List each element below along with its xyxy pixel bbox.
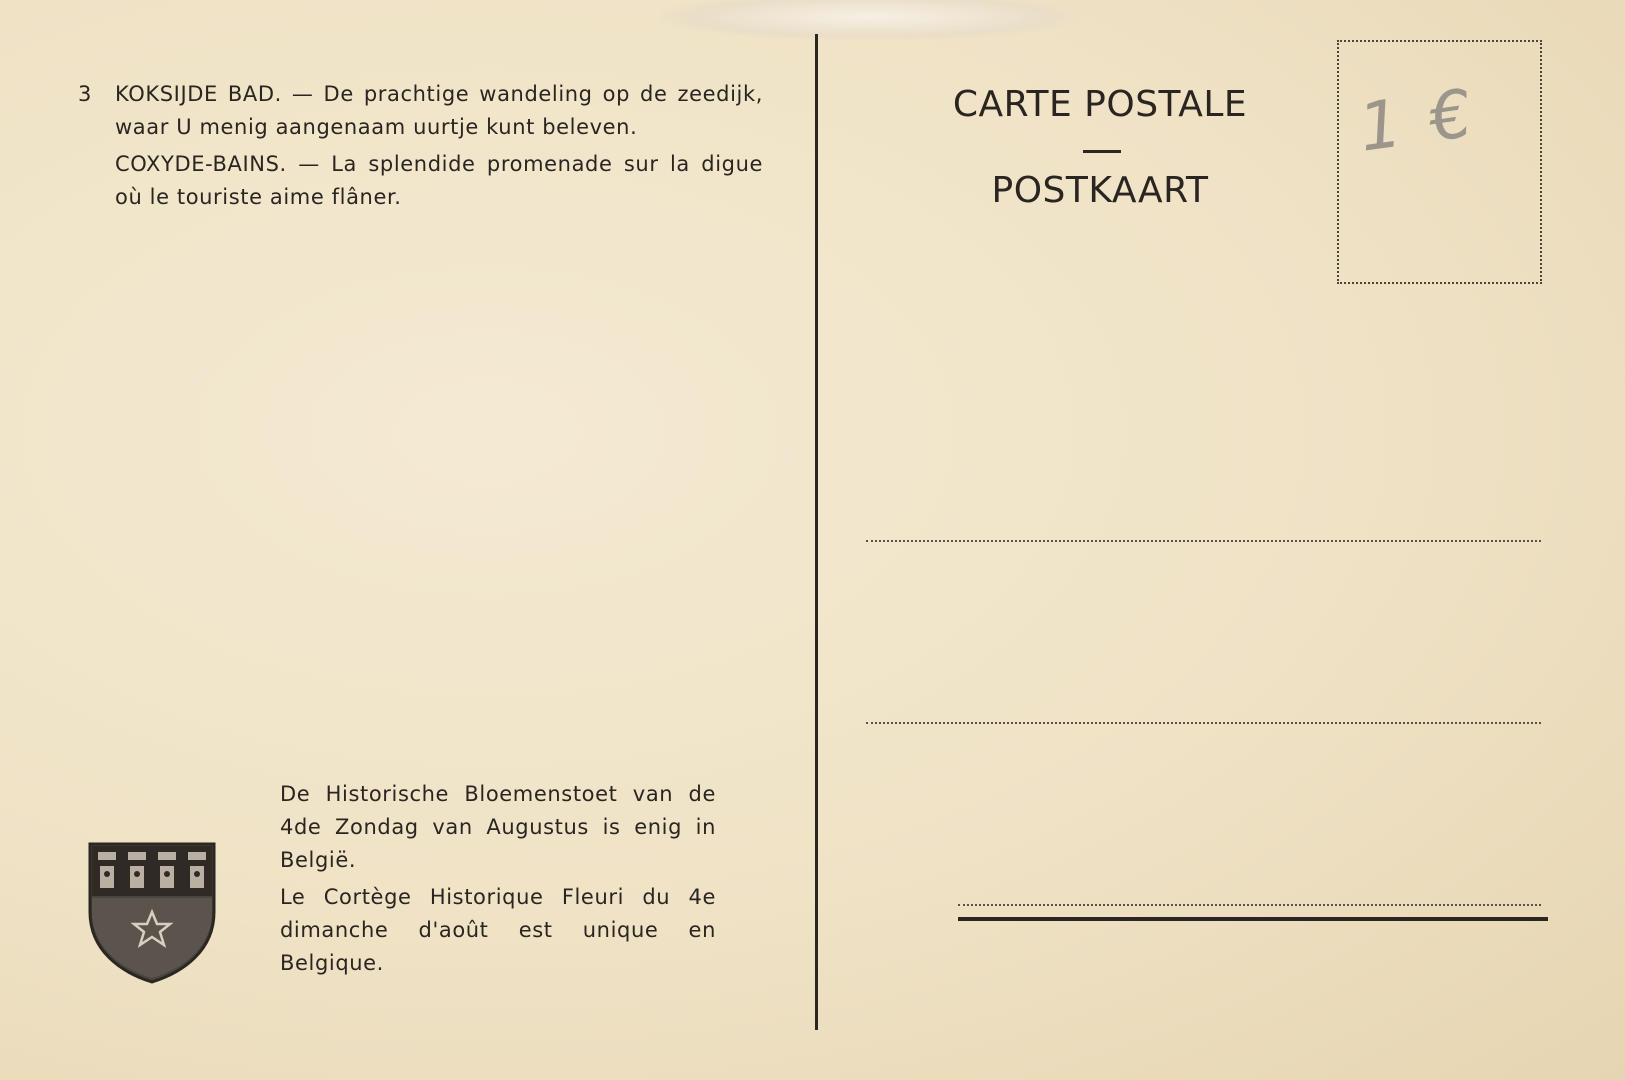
vertical-divider [815, 34, 818, 1030]
address-line-1 [866, 540, 1541, 542]
address-underline [958, 917, 1548, 921]
coat-of-arms-icon [88, 842, 216, 984]
handwritten-price: 1 € [1354, 74, 1481, 167]
title-carte-postale: CARTE POSTALE [952, 84, 1248, 125]
torn-paper-mark [660, 0, 1080, 40]
info-dutch: De Historische Bloemenstoet van de 4de Zondag van Augustus is enig in België. [280, 782, 716, 872]
title-separator [1083, 150, 1121, 153]
caption-number: 3 [78, 82, 92, 106]
caption-dutch: KOKSIJDE BAD. — De prachtige wandeling op de zeedijk, waar U menig aangenaam uurtje kunt beleven. [115, 82, 763, 139]
info-french: Le Cortège Historique Fleuri du 4e dimanche d'août est unique en Belgique. [280, 885, 716, 975]
caption-block [78, 78, 763, 218]
stamp-box [1337, 40, 1542, 284]
caption-french: COXYDE-BAINS. — La splendide promenade sur la digue où le touriste aime flâner. [115, 152, 763, 209]
title-postkaart: POSTKAART [991, 170, 1209, 211]
info-block [280, 778, 716, 984]
address-line-2 [866, 722, 1541, 724]
address-line-3 [958, 904, 1541, 906]
